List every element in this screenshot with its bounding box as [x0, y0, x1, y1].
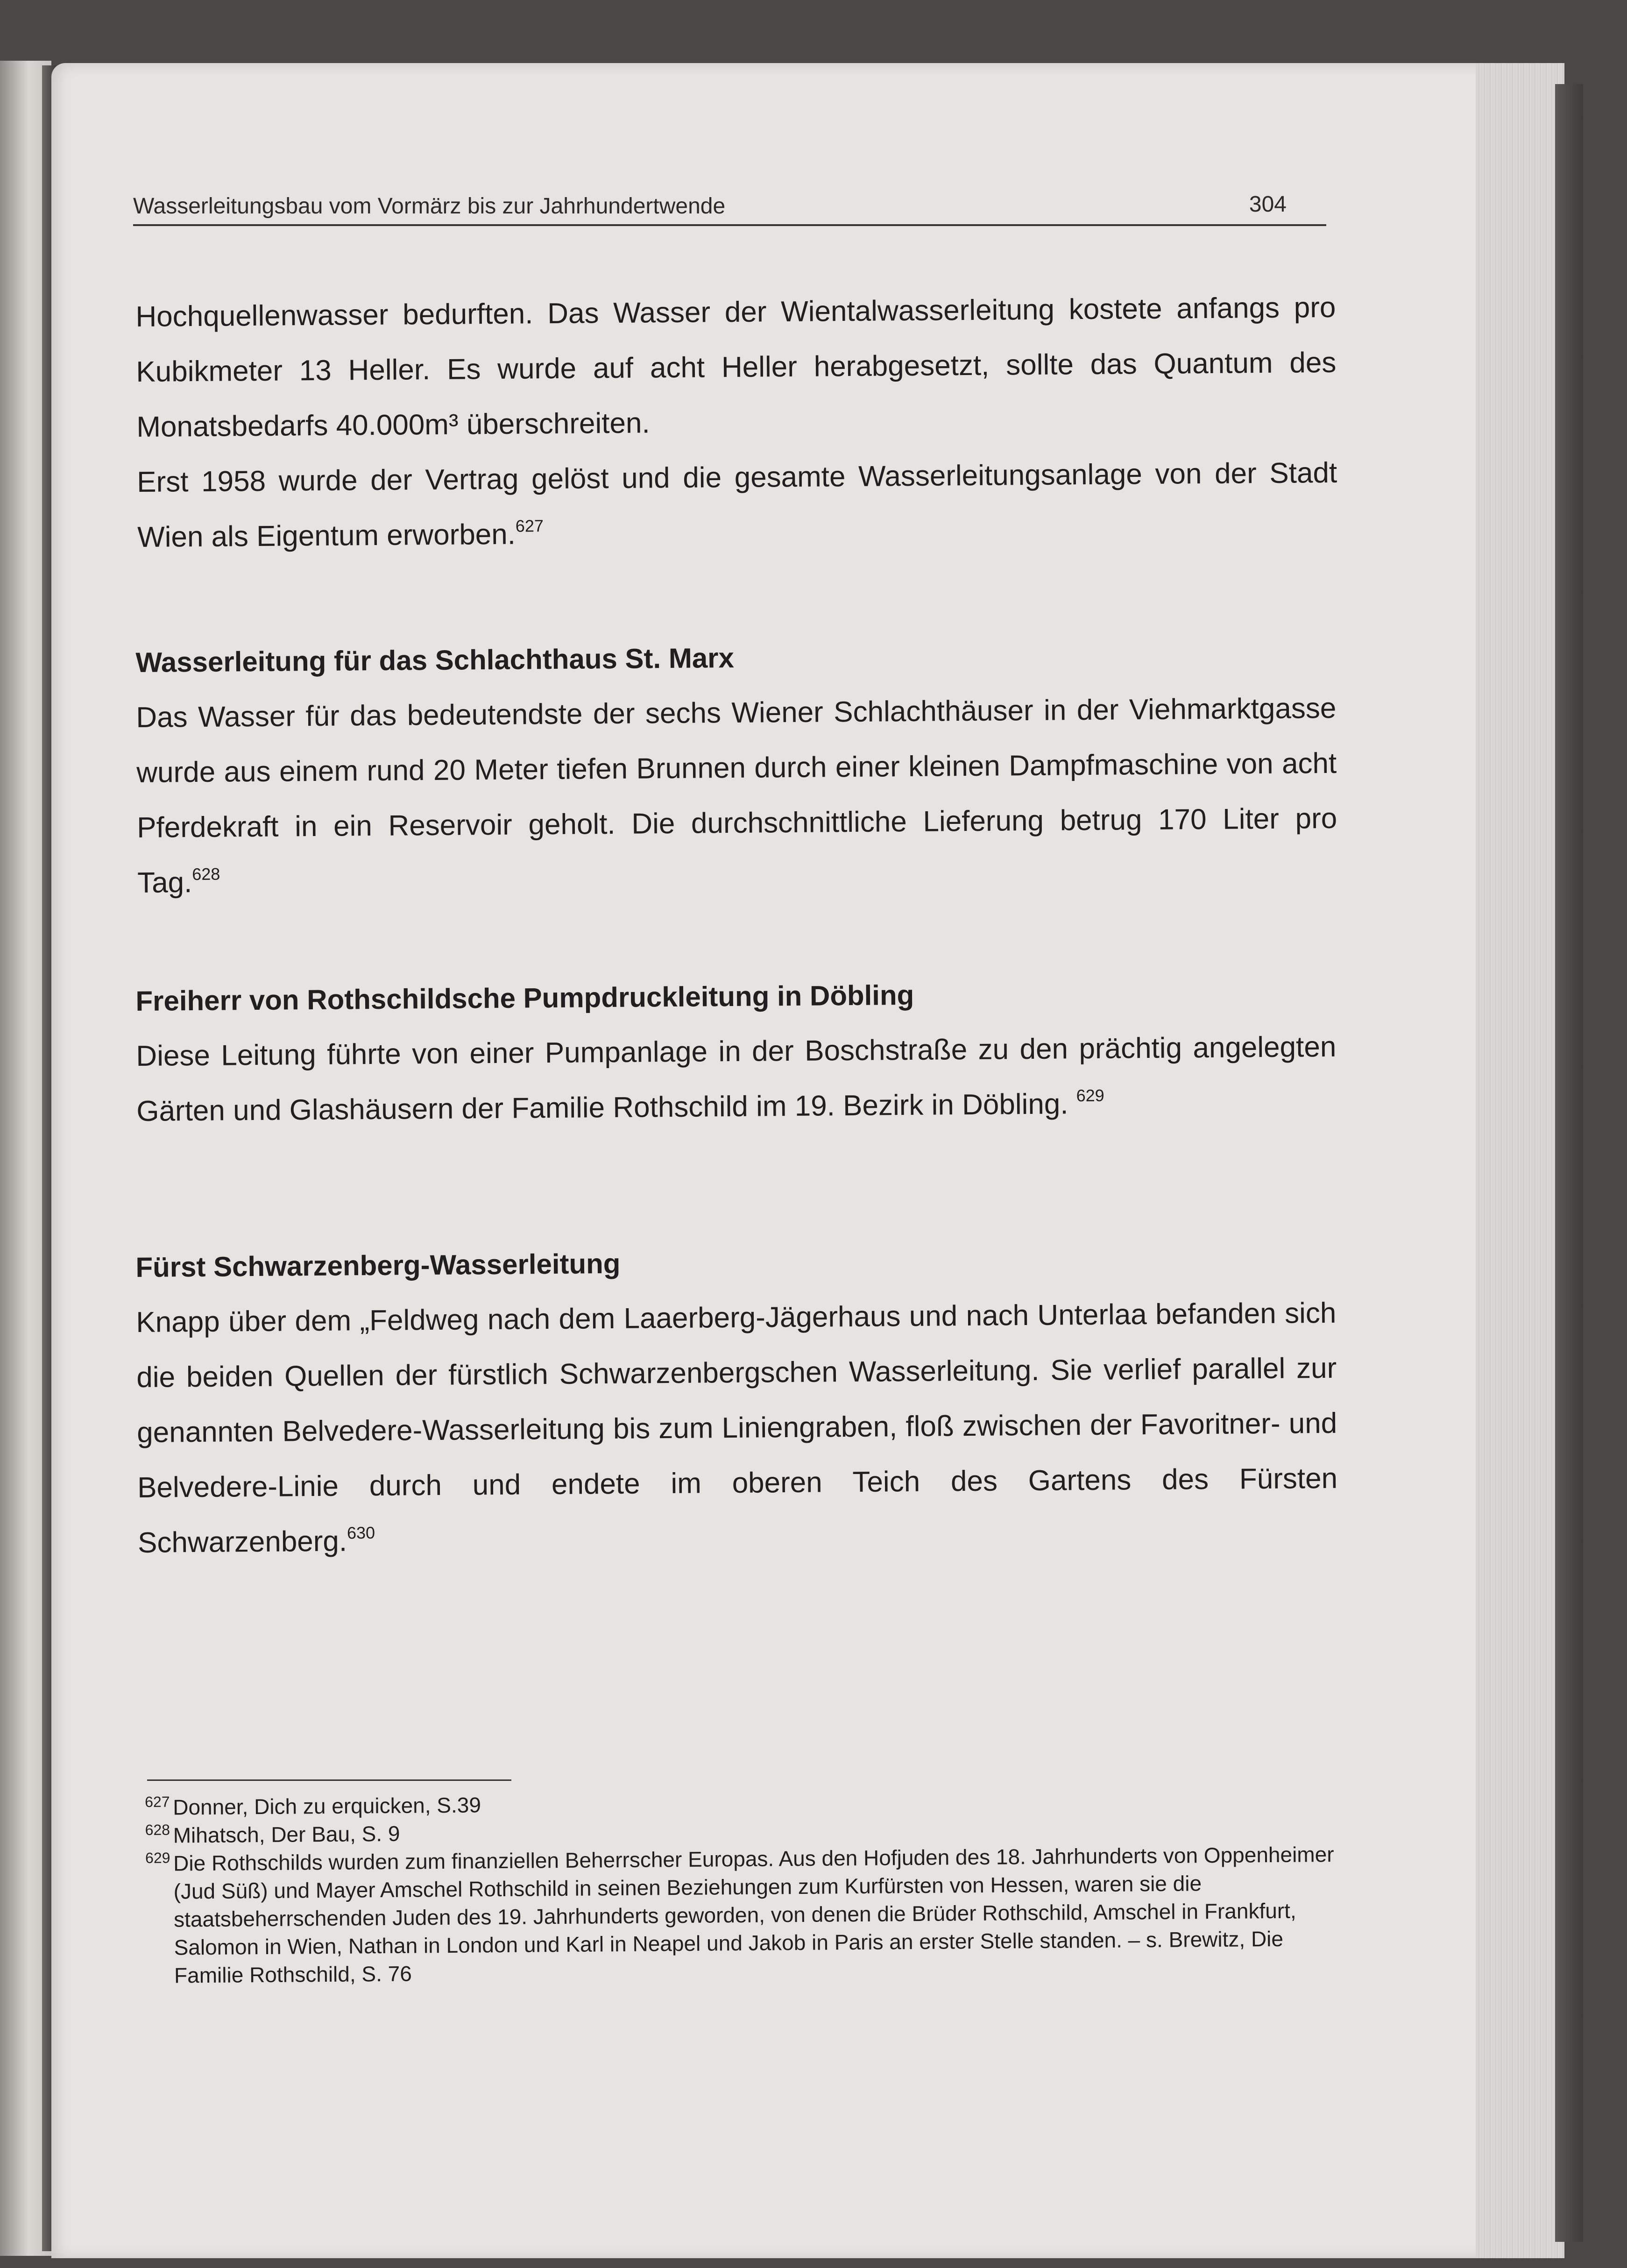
paragraph-text: Diese Leitung führte von einer Pumpanlage in der Boschstraße zu den prächtig angelegten Gärten und Glashäusern der Familie Rothschild im 19. Bezirk in Döbling. — [136, 1030, 1337, 1127]
footnote — [145, 1840, 1342, 1990]
book-edge-shadow — [1555, 84, 1583, 2242]
footnote-text: Mihatsch, Der Bau, S. 9 — [173, 1821, 400, 1848]
section-heading: Fürst Schwarzenberg-Wasserleitung — [135, 1247, 621, 1283]
footnote-number: 629 — [145, 1849, 170, 1866]
footnote-number: 628 — [145, 1821, 170, 1838]
paragraph — [137, 446, 1338, 565]
paragraph — [136, 681, 1338, 911]
footnote-separator — [147, 1779, 511, 1781]
footnote-number: 627 — [145, 1793, 170, 1810]
section-rothschild — [135, 964, 1337, 1139]
footnote-ref: 627 — [515, 516, 544, 536]
paragraph-text: Das Wasser für das bedeutendste der sechs Wiener Schlachthäuser in der Viehmarktgasse wurde aus einem rund 20 Meter tiefen Brunnen durch einer kleinen Dampfmaschine von acht Pferdekraft in ein Reservoir geholt. Die durchschnittliche Lieferung betrug 170 Liter pro Tag. — [136, 692, 1337, 899]
footnote-ref: 629 — [1076, 1085, 1104, 1106]
paragraph-text: Hochquellenwasser bedurften. Das Wasser der Wientalwasserleitung kostete anfangs pro Kubikmeter 13 Heller. Es wurde auf acht Heller herabgesetzt, sollte das Quantum des Monatsbedarfs 40.000m³ überschreiten. — [135, 291, 1337, 443]
paragraph — [136, 1020, 1337, 1139]
section-schwarzenberg — [135, 1231, 1338, 1571]
section-heading: Freiherr von Rothschildsche Pumpdruckleitung in Döbling — [135, 979, 914, 1017]
paragraph-text: Knapp über dem „Feldweg nach dem Laaerberg-Jägerhaus und nach Unterlaa befanden sich die beiden Quellen der fürstlich Schwarzenbergschen Wasserleitung. Sie verlief parallel zur genannten Belvedere-Wasserleitung bis zum Liniengraben, floß zwischen der Favoritner- und Belvedere-Linie durch und endete im oberen Teich des Gartens des Fürsten Schwarzenberg. — [136, 1297, 1338, 1559]
running-title: Wasserleitungsbau vom Vormärz bis zur Jahrhundertwende — [133, 194, 726, 219]
section-schlachthaus — [135, 626, 1338, 911]
footnote-ref: 628 — [192, 864, 220, 884]
page-number: 304 — [1249, 192, 1287, 217]
footnote-text: Donner, Dich zu erquicken, S.39 — [173, 1793, 481, 1820]
running-header — [133, 191, 1326, 226]
paragraph — [136, 1286, 1338, 1571]
paragraph-text: Erst 1958 wurde der Vertrag gelöst und die gesamte Wasserleitungsanlage von der Stadt Wien als Eigentum erworben. — [136, 456, 1337, 553]
footnote-text: Die Rothschilds wurden zum finanziellen Beherrscher Europas. Aus den Hofjuden des 18. Jahrhunderts von Oppenheimer (Jud Süß) und Mayer Amschel Rothschild in seinen Beziehungen zum Kurfürsten von Hessen, waren sie die staatsbeherrschenden Juden des 19. Jahrhunderts geworden, von denen die Brüder Rothschild, Amschel in Frankfurt, Salomon in Wien, Nathan in London und Karl in Neapel und Jakob in Paris an erster Stelle standen. – s. Brewitz, Die Familie Rothschild, S. 76 — [173, 1842, 1334, 1988]
section-heading: Wasserleitung für das Schlachthaus St. Marx — [135, 642, 735, 678]
footnotes — [145, 1784, 1342, 1990]
paragraph — [135, 280, 1337, 455]
page-stack-edges — [1476, 63, 1564, 2258]
footnote-ref: 630 — [347, 1523, 375, 1543]
main-text — [135, 280, 1338, 565]
